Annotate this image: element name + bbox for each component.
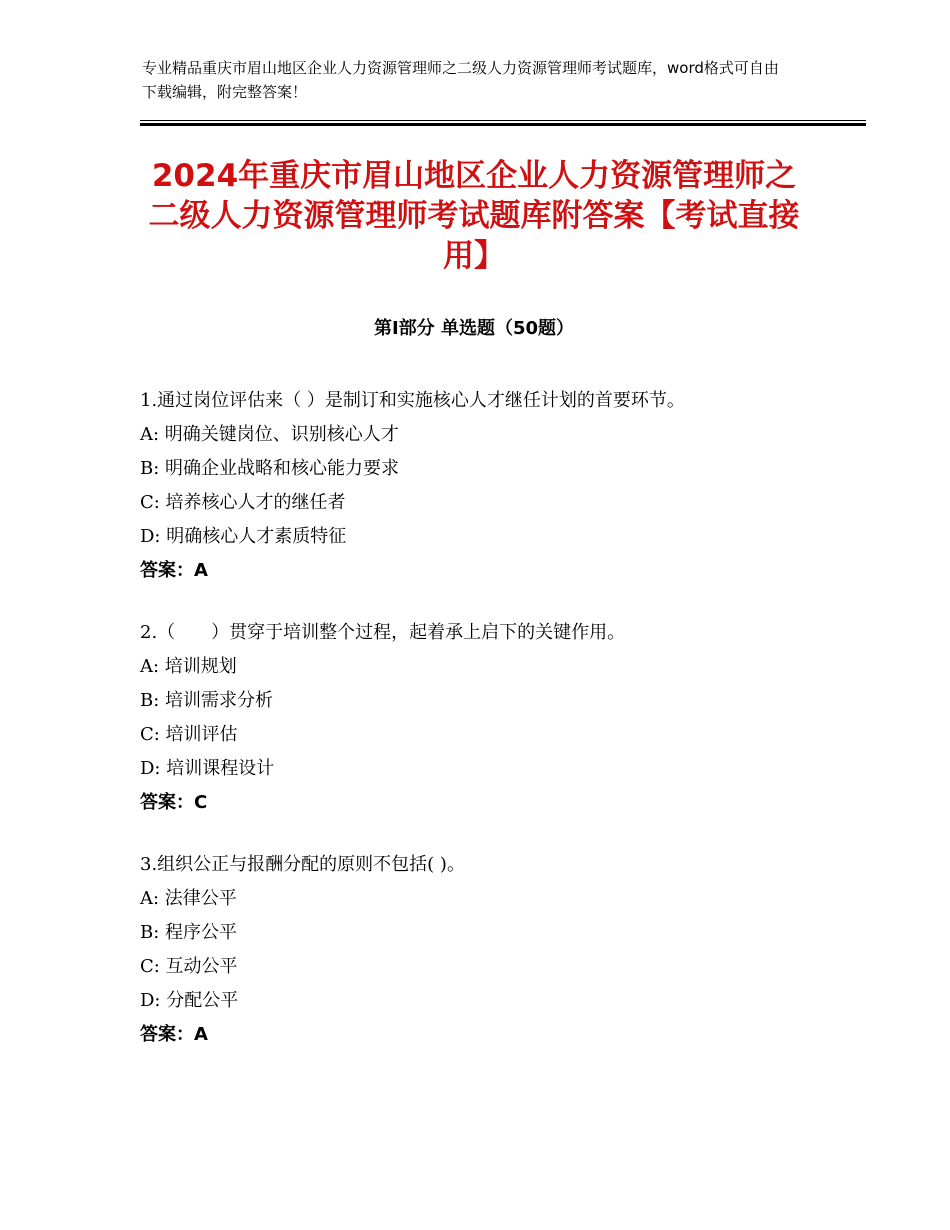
answer: 答案：C xyxy=(140,792,208,813)
question-3 xyxy=(140,848,840,1052)
header-note: 专业精品重庆市眉山地区企业人力资源管理师之二级人力资源管理师考试题库，word格式可自由下载编辑，附完整答案！ xyxy=(142,59,779,101)
document-title: 2024年重庆市眉山地区企业人力资源管理师之二级人力资源管理师考试题库附答案【考试直接用】 xyxy=(148,158,800,274)
option-b: B: 程序公平 xyxy=(140,922,238,943)
header-rule-thin xyxy=(140,120,866,121)
option-b: B: 明确企业战略和核心能力要求 xyxy=(140,458,400,479)
option-c: C: 培养核心人才的继任者 xyxy=(140,492,346,513)
question-2 xyxy=(140,616,840,820)
option-b: B: 培训需求分析 xyxy=(140,690,274,711)
option-a: A: 明确关键岗位、识别核心人才 xyxy=(140,424,399,445)
question-stem: 2.（ ）贯穿于培训整个过程，起着承上启下的关键作用。 xyxy=(140,622,626,643)
option-a: A: 法律公平 xyxy=(140,888,237,909)
option-c: C: 互动公平 xyxy=(140,956,238,977)
option-c: C: 培训评估 xyxy=(140,724,238,745)
question-stem: 1.通过岗位评估来（ ）是制订和实施核心人才继任计划的首要环节。 xyxy=(140,390,685,411)
option-d: D: 培训课程设计 xyxy=(140,758,275,779)
question-list xyxy=(140,384,840,1080)
option-d: D: 分配公平 xyxy=(140,990,239,1011)
question-1 xyxy=(140,384,840,588)
option-a: A: 培训规划 xyxy=(140,656,237,677)
answer: 答案：A xyxy=(140,1024,208,1045)
question-stem: 3.组织公正与报酬分配的原则不包括( )。 xyxy=(140,854,465,875)
answer: 答案：A xyxy=(140,560,208,581)
section-title: 第Ⅰ部分 单选题（50题） xyxy=(373,318,574,339)
header-rule-thick xyxy=(140,123,866,126)
option-d: D: 明确核心人才素质特征 xyxy=(140,526,347,547)
